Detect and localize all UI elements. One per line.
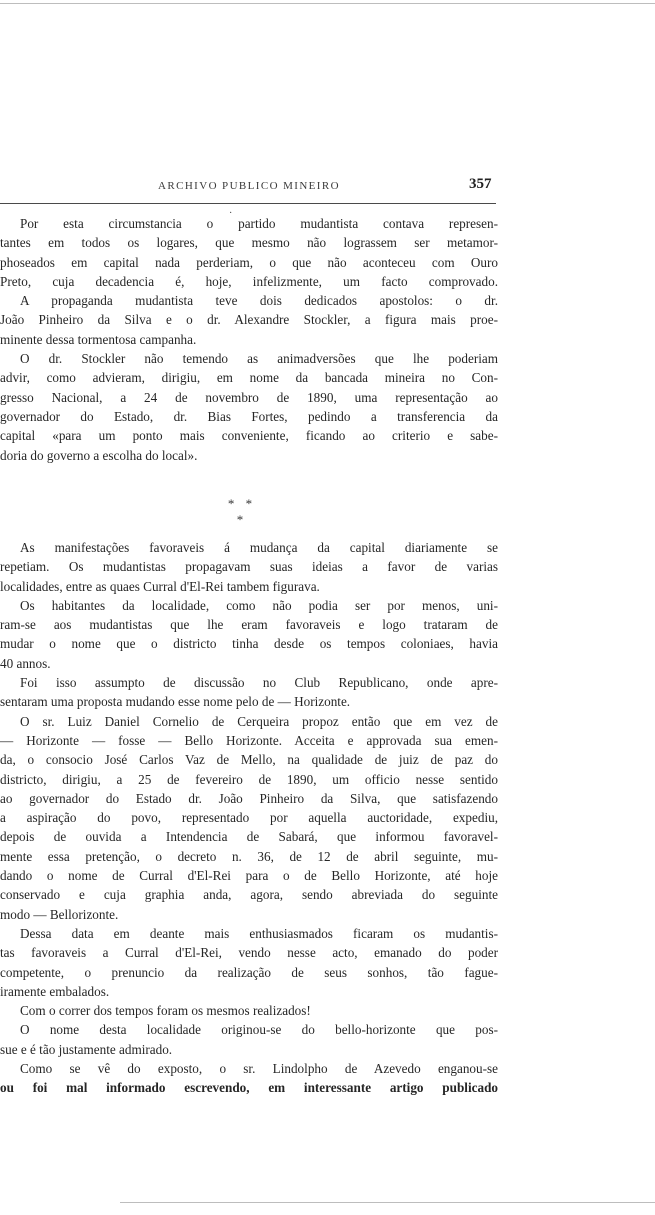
- text-line: — Horizonte — fosse — Bello Horizonte. Acceita e approvada sua emen-: [0, 732, 498, 748]
- text-line: 40 annos.: [0, 655, 51, 671]
- text-line: a aspiração do povo, representado por aquella auctoridade, expediu,: [0, 810, 498, 826]
- text-line: Preto, cuja decadencia é, hoje, infelizmente, um facto comprovado.: [0, 273, 498, 289]
- page-number: 357: [469, 176, 492, 192]
- text-line: O nome desta localidade originou-se do bello-horizonte que pos-: [20, 1022, 498, 1038]
- text-line: O sr. Luiz Daniel Cornelio de Cerqueira propoz então que em vez de: [20, 713, 498, 729]
- text-line: tantes em todos os logares, que mesmo não lograssem ser metamor-: [0, 235, 498, 251]
- ink-mark: ·: [229, 208, 233, 219]
- text-line: Os habitantes da localidade, como não podia ser por menos, uni-: [20, 597, 498, 613]
- text-line: conservado e cuja graphia anda, agora, sendo abreviada do seguinte: [0, 887, 498, 903]
- text-line: ao governador do Estado dr. João Pinheiro da Silva, que satisfazendo: [0, 790, 498, 806]
- text-line: ram-se aos mudantistas que lhe eram favoraveis e logo trataram de: [0, 617, 498, 633]
- header-rule: [0, 203, 496, 204]
- text-line: modo — Bellorizonte.: [0, 906, 119, 922]
- text-line: localidades, entre as quaes Curral d'El-Rei tambem figurava.: [0, 578, 320, 594]
- text-line: As manifestações favoraveis á mudança da capital diariamente se: [20, 540, 498, 555]
- text-line: governador do Estado, dr. Bias Fortes, pedindo a transferencia da: [0, 408, 498, 424]
- text-line: phoseados em capital nada perderiam, o que não aconteceu com Ouro: [0, 254, 498, 270]
- text-line: gresso Nacional, a 24 de novembro de 1890, uma representação ao: [0, 389, 498, 405]
- text-line: sue e é tão justamente admirado.: [0, 1041, 173, 1057]
- text-line: tas favoraveis a Curral d'El-Rei, vendo nesse acto, emanado do poder: [0, 945, 498, 961]
- text-line: da, o consocio José Carlos Vaz de Mello, na qualidade de juiz de paz do: [0, 752, 498, 768]
- text-line: mente essa pretenção, o decreto n. 36, de 12 de abril seguinte, mu-: [0, 848, 498, 864]
- section-break: * * *: [227, 496, 257, 527]
- text-line: iramente embalados.: [0, 983, 110, 999]
- text-line: competente, o prenuncio da realização de seus sonhos, tão fague-: [0, 964, 498, 980]
- text-line: Com o correr dos tempos foram os mesmos realizados!: [20, 1003, 311, 1019]
- text-line: Dessa data em deante mais enthusiasmados ficaram os mudantis-: [20, 925, 498, 941]
- text-line: ou foi mal informado escrevendo, em interessante artigo publicado: [0, 1080, 498, 1096]
- text-block-top: [0, 214, 498, 465]
- text-line: depois de ouvida a Intendencia de Sabará, que informou favoravel-: [0, 829, 498, 845]
- text-line: sentaram uma proposta mudando esse nome pelo de — Horizonte.: [0, 694, 351, 710]
- text-line: mudar o nome que o districto tinha desde os tempos coloniaes, havia: [0, 636, 498, 652]
- text-line: minente dessa tormentosa campanha.: [0, 331, 197, 347]
- text-line: A propaganda mudantista teve dois dedicados apostolos: o dr.: [20, 293, 498, 309]
- scan-edge-bottom: [120, 1202, 655, 1203]
- text-line: doria do governo a escolha do local».: [0, 447, 198, 463]
- text-line: Foi isso assumpto de discussão no Club Republicano, onde apre-: [20, 675, 498, 691]
- running-head: ARCHIVO PUBLICO MINEIRO: [158, 180, 340, 192]
- text-line: repetiam. Os mudantistas propagavam suas ideias a favor de varias: [0, 559, 498, 575]
- text-line: capital «para um ponto mais conveniente, ficando ao criterio e sabe-: [0, 428, 498, 444]
- page-header: [0, 176, 655, 200]
- scan-edge-top: [0, 3, 655, 4]
- text-line: Por esta circumstancia o partido mudantista contava represen-: [20, 216, 498, 231]
- text-line: João Pinheiro da Silva e o dr. Alexandre Stockler, a figura mais proe-: [0, 312, 498, 328]
- text-line: O dr. Stockler não temendo as animadversões que lhe poderiam: [20, 351, 498, 367]
- text-line: districto, dirigiu, a 25 de fevereiro de 1890, um officio nesse sentido: [0, 771, 498, 787]
- text-line: dando o nome de Curral d'El-Rei para o de Bello Horizonte, até hoje: [0, 868, 498, 884]
- text-block-bottom: [0, 538, 498, 1098]
- text-line: Como se vê do exposto, o sr. Lindolpho de Azevedo enganou-se: [20, 1061, 498, 1077]
- text-line: advir, como advieram, dirigiu, em nome da bancada mineira no Con-: [0, 370, 498, 386]
